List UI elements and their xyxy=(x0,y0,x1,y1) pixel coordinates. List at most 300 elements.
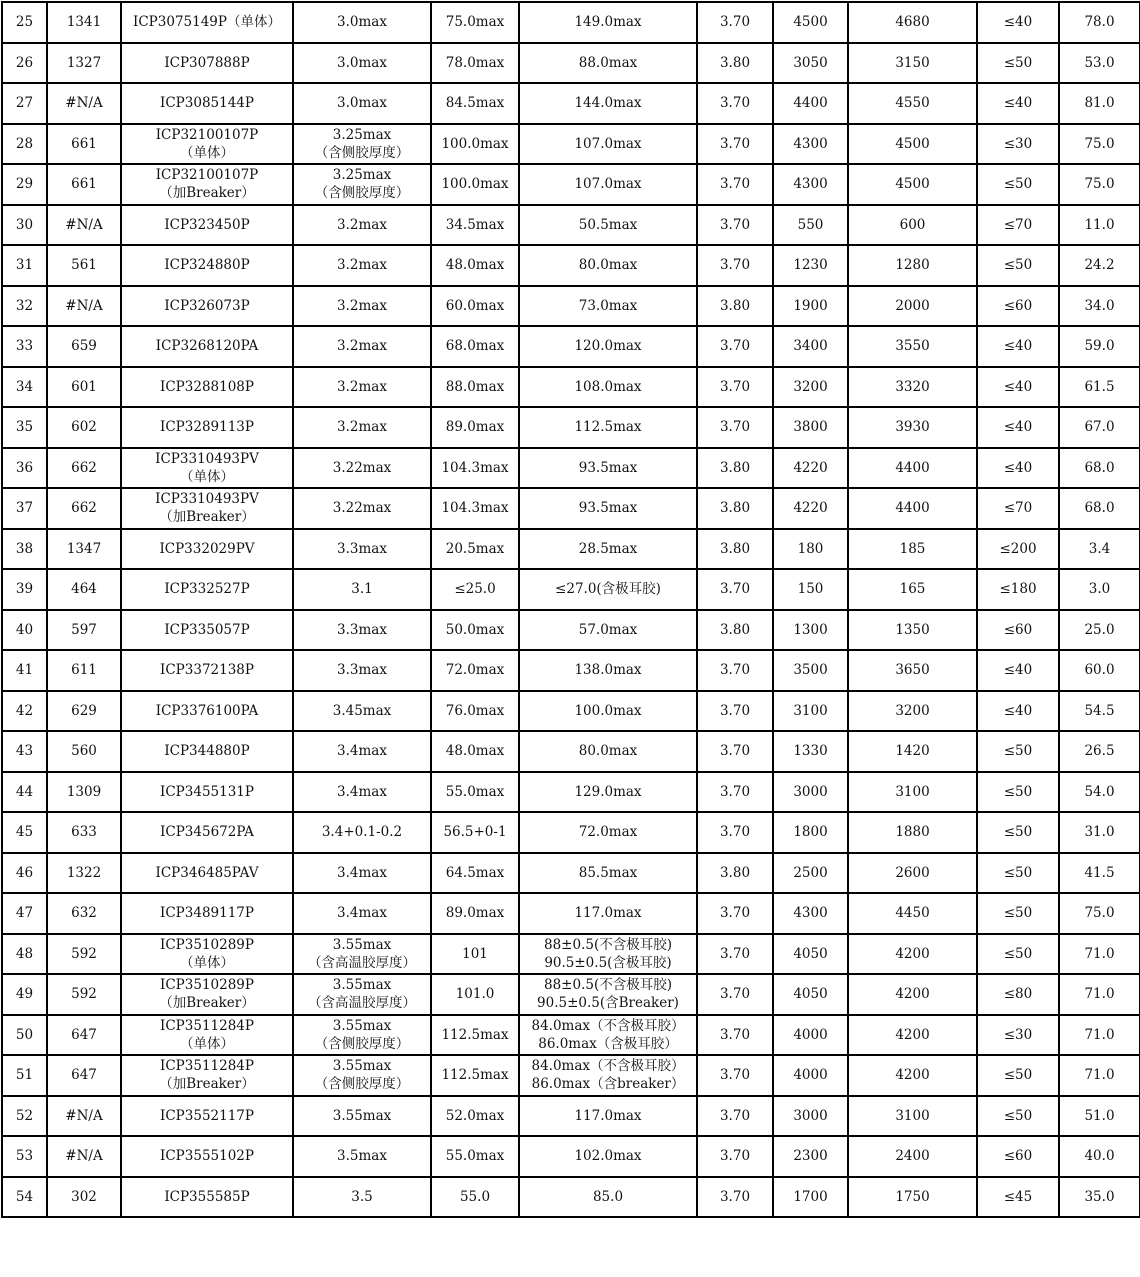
row-number-cell: 36 xyxy=(2,448,47,489)
thickness-cell xyxy=(293,610,431,651)
capacity-min-cell: 3000 xyxy=(773,772,848,813)
voltage-cell: 3.80 xyxy=(697,529,773,570)
width-cell: 34.5max xyxy=(431,205,519,246)
resistance-cell: ≤50 xyxy=(977,1055,1059,1096)
length-cell xyxy=(519,286,697,327)
row-number-cell: 29 xyxy=(2,164,47,205)
model-cell xyxy=(121,812,293,853)
capacity-min-cell: 3000 xyxy=(773,1096,848,1137)
model-cell xyxy=(121,448,293,489)
model-cell-line: ICP3455131P xyxy=(160,783,254,800)
model-cell xyxy=(121,529,293,570)
length-cell xyxy=(519,83,697,124)
weight-cell: 75.0 xyxy=(1059,893,1140,934)
row-number-cell: 38 xyxy=(2,529,47,570)
thickness-cell-line: （含高温胶厚度） xyxy=(308,995,416,1012)
model-cell xyxy=(121,1136,293,1177)
thickness-cell-line: 3.2max xyxy=(337,297,387,314)
table-row xyxy=(2,731,1140,772)
capacity-typ-cell: 1420 xyxy=(848,731,977,772)
length-cell-line: 93.5max xyxy=(578,500,638,517)
capacity-typ-cell: 2600 xyxy=(848,853,977,894)
table-row xyxy=(2,1177,1140,1218)
table-row xyxy=(2,367,1140,408)
weight-cell: 3.4 xyxy=(1059,529,1140,570)
thickness-cell xyxy=(293,853,431,894)
length-cell-line: 84.0max（不含极耳胶） xyxy=(531,1058,685,1075)
thickness-cell-line: 3.4max xyxy=(337,905,387,922)
thickness-cell-line: 3.0max xyxy=(337,54,387,71)
capacity-min-cell: 4220 xyxy=(773,448,848,489)
capacity-min-cell: 4500 xyxy=(773,2,848,43)
code-cell: #N/A xyxy=(47,205,121,246)
resistance-cell: ≤60 xyxy=(977,1136,1059,1177)
thickness-cell-line: 3.55max xyxy=(332,1107,392,1124)
voltage-cell: 3.80 xyxy=(697,448,773,489)
resistance-cell: ≤50 xyxy=(977,1096,1059,1137)
voltage-cell: 3.70 xyxy=(697,1015,773,1056)
thickness-cell xyxy=(293,812,431,853)
thickness-cell-line: 3.2max xyxy=(337,378,387,395)
model-cell-line: （加Breaker） xyxy=(159,995,255,1012)
table-row xyxy=(2,691,1140,732)
code-cell: 662 xyxy=(47,488,121,529)
capacity-typ-cell: 1350 xyxy=(848,610,977,651)
row-number-cell: 40 xyxy=(2,610,47,651)
row-number-cell: 48 xyxy=(2,934,47,975)
width-cell: 56.5+0-1 xyxy=(431,812,519,853)
thickness-cell-line: （含侧胶厚度） xyxy=(314,1035,410,1052)
thickness-cell xyxy=(293,43,431,84)
capacity-min-cell: 4400 xyxy=(773,83,848,124)
row-number-cell: 26 xyxy=(2,43,47,84)
table-row xyxy=(2,1136,1140,1177)
weight-cell: 81.0 xyxy=(1059,83,1140,124)
weight-cell: 78.0 xyxy=(1059,2,1140,43)
weight-cell: 67.0 xyxy=(1059,407,1140,448)
voltage-cell: 3.80 xyxy=(697,286,773,327)
thickness-cell xyxy=(293,367,431,408)
voltage-cell: 3.70 xyxy=(697,164,773,205)
code-cell: 633 xyxy=(47,812,121,853)
table-row xyxy=(2,650,1140,691)
voltage-cell: 3.70 xyxy=(697,367,773,408)
resistance-cell: ≤40 xyxy=(977,2,1059,43)
table-row xyxy=(2,448,1140,489)
voltage-cell: 3.70 xyxy=(697,934,773,975)
model-cell xyxy=(121,1055,293,1096)
resistance-cell: ≤50 xyxy=(977,893,1059,934)
length-cell-line: ≤27.0(含极耳胶) xyxy=(555,581,661,598)
capacity-min-cell: 3100 xyxy=(773,691,848,732)
resistance-cell: ≤70 xyxy=(977,488,1059,529)
width-cell: 76.0max xyxy=(431,691,519,732)
code-cell: 560 xyxy=(47,731,121,772)
width-cell: 48.0max xyxy=(431,245,519,286)
thickness-cell xyxy=(293,488,431,529)
length-cell xyxy=(519,1136,697,1177)
width-cell: ≤25.0 xyxy=(431,569,519,610)
row-number-cell: 28 xyxy=(2,124,47,165)
voltage-cell: 3.70 xyxy=(697,205,773,246)
capacity-min-cell: 4050 xyxy=(773,974,848,1015)
model-cell xyxy=(121,407,293,448)
width-cell: 104.3max xyxy=(431,448,519,489)
resistance-cell: ≤50 xyxy=(977,245,1059,286)
model-cell xyxy=(121,488,293,529)
length-cell xyxy=(519,529,697,570)
thickness-cell xyxy=(293,974,431,1015)
model-cell-line: ICP346485PAV xyxy=(155,864,259,881)
thickness-cell-line: 3.55max xyxy=(332,1058,392,1075)
width-cell: 75.0max xyxy=(431,2,519,43)
capacity-typ-cell: 4400 xyxy=(848,488,977,529)
model-cell-line: ICP335057P xyxy=(164,621,250,638)
voltage-cell: 3.70 xyxy=(697,893,773,934)
weight-cell: 41.5 xyxy=(1059,853,1140,894)
model-cell-line: ICP326073P xyxy=(164,297,250,314)
capacity-typ-cell: 2400 xyxy=(848,1136,977,1177)
capacity-min-cell: 4300 xyxy=(773,124,848,165)
length-cell xyxy=(519,974,697,1015)
length-cell-line: 144.0max xyxy=(574,95,642,112)
weight-cell: 35.0 xyxy=(1059,1177,1140,1218)
code-cell: 597 xyxy=(47,610,121,651)
resistance-cell: ≤45 xyxy=(977,1177,1059,1218)
thickness-cell-line: （含侧胶厚度） xyxy=(314,144,410,161)
capacity-typ-cell: 4550 xyxy=(848,83,977,124)
weight-cell: 24.2 xyxy=(1059,245,1140,286)
capacity-min-cell: 3200 xyxy=(773,367,848,408)
capacity-typ-cell: 2000 xyxy=(848,286,977,327)
voltage-cell: 3.70 xyxy=(697,974,773,1015)
capacity-min-cell: 180 xyxy=(773,529,848,570)
voltage-cell: 3.70 xyxy=(697,2,773,43)
capacity-typ-cell: 4450 xyxy=(848,893,977,934)
thickness-cell-line: 3.55max xyxy=(332,936,392,953)
capacity-typ-cell: 165 xyxy=(848,569,977,610)
capacity-typ-cell: 4400 xyxy=(848,448,977,489)
capacity-min-cell: 1700 xyxy=(773,1177,848,1218)
voltage-cell: 3.70 xyxy=(697,1136,773,1177)
code-cell: 647 xyxy=(47,1015,121,1056)
weight-cell: 26.5 xyxy=(1059,731,1140,772)
length-cell xyxy=(519,245,697,286)
thickness-cell xyxy=(293,1055,431,1096)
table-row xyxy=(2,812,1140,853)
model-cell-line: ICP3511284P xyxy=(160,1058,254,1075)
capacity-typ-cell: 185 xyxy=(848,529,977,570)
model-cell-line: ICP3555102P xyxy=(160,1148,254,1165)
length-cell xyxy=(519,124,697,165)
model-cell xyxy=(121,164,293,205)
voltage-cell: 3.80 xyxy=(697,610,773,651)
table-body xyxy=(2,2,1140,1217)
thickness-cell-line: （含侧胶厚度） xyxy=(314,185,410,202)
table-row xyxy=(2,610,1140,651)
capacity-typ-cell: 3930 xyxy=(848,407,977,448)
length-cell-line: 85.0 xyxy=(592,1188,624,1205)
row-number-cell: 42 xyxy=(2,691,47,732)
table-row xyxy=(2,488,1140,529)
model-cell-line: （加Breaker） xyxy=(159,509,255,526)
model-cell-line: ICP332029PV xyxy=(159,540,255,557)
model-cell xyxy=(121,610,293,651)
capacity-min-cell: 1230 xyxy=(773,245,848,286)
thickness-cell-line: 3.2max xyxy=(337,419,387,436)
resistance-cell: ≤80 xyxy=(977,974,1059,1015)
thickness-cell-line: 3.45max xyxy=(332,702,392,719)
model-cell xyxy=(121,2,293,43)
thickness-cell xyxy=(293,731,431,772)
model-cell-line: ICP323450P xyxy=(164,216,250,233)
weight-cell: 51.0 xyxy=(1059,1096,1140,1137)
table-row xyxy=(2,1015,1140,1056)
table-row xyxy=(2,853,1140,894)
thickness-cell xyxy=(293,934,431,975)
capacity-min-cell: 1300 xyxy=(773,610,848,651)
model-cell xyxy=(121,43,293,84)
model-cell xyxy=(121,367,293,408)
model-cell xyxy=(121,1015,293,1056)
row-number-cell: 54 xyxy=(2,1177,47,1218)
length-cell-line: 107.0max xyxy=(574,176,642,193)
table-row xyxy=(2,326,1140,367)
length-cell-line: 149.0max xyxy=(574,14,642,31)
model-cell-line: （加Breaker） xyxy=(159,1076,255,1093)
resistance-cell: ≤30 xyxy=(977,124,1059,165)
capacity-typ-cell: 4680 xyxy=(848,2,977,43)
code-cell: 601 xyxy=(47,367,121,408)
model-cell-line: ICP3310493PV xyxy=(155,450,259,467)
code-cell: 611 xyxy=(47,650,121,691)
resistance-cell: ≤40 xyxy=(977,650,1059,691)
model-cell-line: ICP345672PA xyxy=(160,824,254,841)
capacity-typ-cell: 4500 xyxy=(848,124,977,165)
row-number-cell: 33 xyxy=(2,326,47,367)
model-cell-line: ICP332527P xyxy=(164,581,250,598)
thickness-cell xyxy=(293,772,431,813)
capacity-min-cell: 3800 xyxy=(773,407,848,448)
capacity-typ-cell: 1750 xyxy=(848,1177,977,1218)
model-cell-line: ICP3310493PV xyxy=(155,491,259,508)
width-cell: 112.5max xyxy=(431,1055,519,1096)
length-cell-line: 80.0max xyxy=(578,257,638,274)
length-cell-line: 86.0max（含breaker） xyxy=(531,1076,685,1093)
length-cell xyxy=(519,731,697,772)
weight-cell: 59.0 xyxy=(1059,326,1140,367)
width-cell: 20.5max xyxy=(431,529,519,570)
model-cell-line: ICP3085144P xyxy=(160,95,254,112)
thickness-cell xyxy=(293,205,431,246)
length-cell-line: 72.0max xyxy=(578,824,638,841)
model-cell xyxy=(121,1177,293,1218)
width-cell: 50.0max xyxy=(431,610,519,651)
length-cell-line: 88±0.5(不含极耳胶) xyxy=(544,977,672,994)
row-number-cell: 51 xyxy=(2,1055,47,1096)
length-cell-line: 57.0max xyxy=(578,621,638,638)
model-cell-line: ICP307888P xyxy=(164,54,250,71)
resistance-cell: ≤50 xyxy=(977,43,1059,84)
resistance-cell: ≤40 xyxy=(977,83,1059,124)
length-cell xyxy=(519,650,697,691)
capacity-min-cell: 4000 xyxy=(773,1055,848,1096)
table-row xyxy=(2,407,1140,448)
weight-cell: 75.0 xyxy=(1059,124,1140,165)
thickness-cell xyxy=(293,286,431,327)
resistance-cell: ≤50 xyxy=(977,772,1059,813)
capacity-min-cell: 4000 xyxy=(773,1015,848,1056)
model-cell xyxy=(121,853,293,894)
capacity-min-cell: 3500 xyxy=(773,650,848,691)
capacity-min-cell: 2500 xyxy=(773,853,848,894)
width-cell: 104.3max xyxy=(431,488,519,529)
model-cell xyxy=(121,83,293,124)
table-row xyxy=(2,934,1140,975)
length-cell xyxy=(519,1015,697,1056)
table-row xyxy=(2,83,1140,124)
model-cell-line: ICP3376100PA xyxy=(155,702,259,719)
table-row xyxy=(2,164,1140,205)
weight-cell: 31.0 xyxy=(1059,812,1140,853)
length-cell xyxy=(519,691,697,732)
row-number-cell: 44 xyxy=(2,772,47,813)
code-cell: 592 xyxy=(47,974,121,1015)
width-cell: 64.5max xyxy=(431,853,519,894)
battery-spec-table xyxy=(1,1,1140,1218)
code-cell: 661 xyxy=(47,124,121,165)
width-cell: 60.0max xyxy=(431,286,519,327)
length-cell xyxy=(519,610,697,651)
capacity-min-cell: 4050 xyxy=(773,934,848,975)
width-cell: 72.0max xyxy=(431,650,519,691)
resistance-cell: ≤70 xyxy=(977,205,1059,246)
length-cell xyxy=(519,772,697,813)
thickness-cell xyxy=(293,893,431,934)
length-cell xyxy=(519,205,697,246)
resistance-cell: ≤50 xyxy=(977,853,1059,894)
capacity-min-cell: 550 xyxy=(773,205,848,246)
row-number-cell: 25 xyxy=(2,2,47,43)
length-cell-line: 50.5max xyxy=(578,216,638,233)
capacity-typ-cell: 1880 xyxy=(848,812,977,853)
thickness-cell xyxy=(293,164,431,205)
row-number-cell: 35 xyxy=(2,407,47,448)
thickness-cell-line: 3.4max xyxy=(337,743,387,760)
voltage-cell: 3.80 xyxy=(697,488,773,529)
weight-cell: 71.0 xyxy=(1059,1055,1140,1096)
model-cell xyxy=(121,934,293,975)
thickness-cell xyxy=(293,407,431,448)
thickness-cell xyxy=(293,124,431,165)
model-cell xyxy=(121,731,293,772)
width-cell: 100.0max xyxy=(431,164,519,205)
model-cell-line: ICP32100107P xyxy=(155,167,259,184)
width-cell: 112.5max xyxy=(431,1015,519,1056)
width-cell: 78.0max xyxy=(431,43,519,84)
length-cell-line: 100.0max xyxy=(574,702,642,719)
weight-cell: 60.0 xyxy=(1059,650,1140,691)
code-cell: 662 xyxy=(47,448,121,489)
thickness-cell-line: 3.2max xyxy=(337,216,387,233)
thickness-cell-line: 3.0max xyxy=(337,14,387,31)
length-cell xyxy=(519,2,697,43)
row-number-cell: 46 xyxy=(2,853,47,894)
model-cell-line: ICP3372138P xyxy=(160,662,254,679)
model-cell-line: ICP3489117P xyxy=(160,905,254,922)
length-cell xyxy=(519,893,697,934)
thickness-cell xyxy=(293,245,431,286)
table-row xyxy=(2,2,1140,43)
weight-cell: 3.0 xyxy=(1059,569,1140,610)
length-cell-line: 129.0max xyxy=(574,783,642,800)
capacity-min-cell: 3050 xyxy=(773,43,848,84)
model-cell-line: ICP344880P xyxy=(164,743,250,760)
width-cell: 88.0max xyxy=(431,367,519,408)
code-cell: 632 xyxy=(47,893,121,934)
voltage-cell: 3.70 xyxy=(697,691,773,732)
resistance-cell: ≤50 xyxy=(977,812,1059,853)
capacity-min-cell: 1900 xyxy=(773,286,848,327)
model-cell-line: ICP3288108P xyxy=(160,378,254,395)
row-number-cell: 52 xyxy=(2,1096,47,1137)
model-cell-line: ICP324880P xyxy=(164,257,250,274)
width-cell: 89.0max xyxy=(431,407,519,448)
voltage-cell: 3.70 xyxy=(697,812,773,853)
resistance-cell: ≤40 xyxy=(977,407,1059,448)
capacity-typ-cell: 1280 xyxy=(848,245,977,286)
length-cell xyxy=(519,407,697,448)
thickness-cell-line: 3.3max xyxy=(337,621,387,638)
thickness-cell xyxy=(293,650,431,691)
length-cell xyxy=(519,326,697,367)
table-row xyxy=(2,772,1140,813)
capacity-typ-cell: 3100 xyxy=(848,1096,977,1137)
thickness-cell-line: （含高温胶厚度） xyxy=(308,954,416,971)
length-cell-line: 117.0max xyxy=(574,905,642,922)
table-row xyxy=(2,974,1140,1015)
capacity-min-cell: 4300 xyxy=(773,164,848,205)
capacity-typ-cell: 4200 xyxy=(848,934,977,975)
thickness-cell-line: 3.5max xyxy=(337,1148,387,1165)
code-cell: 661 xyxy=(47,164,121,205)
thickness-cell-line: 3.1 xyxy=(351,581,373,598)
model-cell xyxy=(121,974,293,1015)
resistance-cell: ≤30 xyxy=(977,1015,1059,1056)
voltage-cell: 3.70 xyxy=(697,407,773,448)
capacity-typ-cell: 4200 xyxy=(848,974,977,1015)
capacity-min-cell: 3400 xyxy=(773,326,848,367)
voltage-cell: 3.80 xyxy=(697,853,773,894)
thickness-cell xyxy=(293,326,431,367)
length-cell-line: 138.0max xyxy=(574,662,642,679)
model-cell-line: ICP3268120PA xyxy=(155,338,259,355)
table-row xyxy=(2,286,1140,327)
voltage-cell: 3.70 xyxy=(697,772,773,813)
thickness-cell xyxy=(293,691,431,732)
resistance-cell: ≤200 xyxy=(977,529,1059,570)
weight-cell: 71.0 xyxy=(1059,974,1140,1015)
capacity-min-cell: 2300 xyxy=(773,1136,848,1177)
code-cell: #N/A xyxy=(47,1136,121,1177)
width-cell: 100.0max xyxy=(431,124,519,165)
width-cell: 89.0max xyxy=(431,893,519,934)
code-cell: #N/A xyxy=(47,286,121,327)
capacity-typ-cell: 600 xyxy=(848,205,977,246)
length-cell xyxy=(519,1055,697,1096)
model-cell-line: ICP3510289P xyxy=(160,977,254,994)
length-cell-line: 73.0max xyxy=(578,297,638,314)
